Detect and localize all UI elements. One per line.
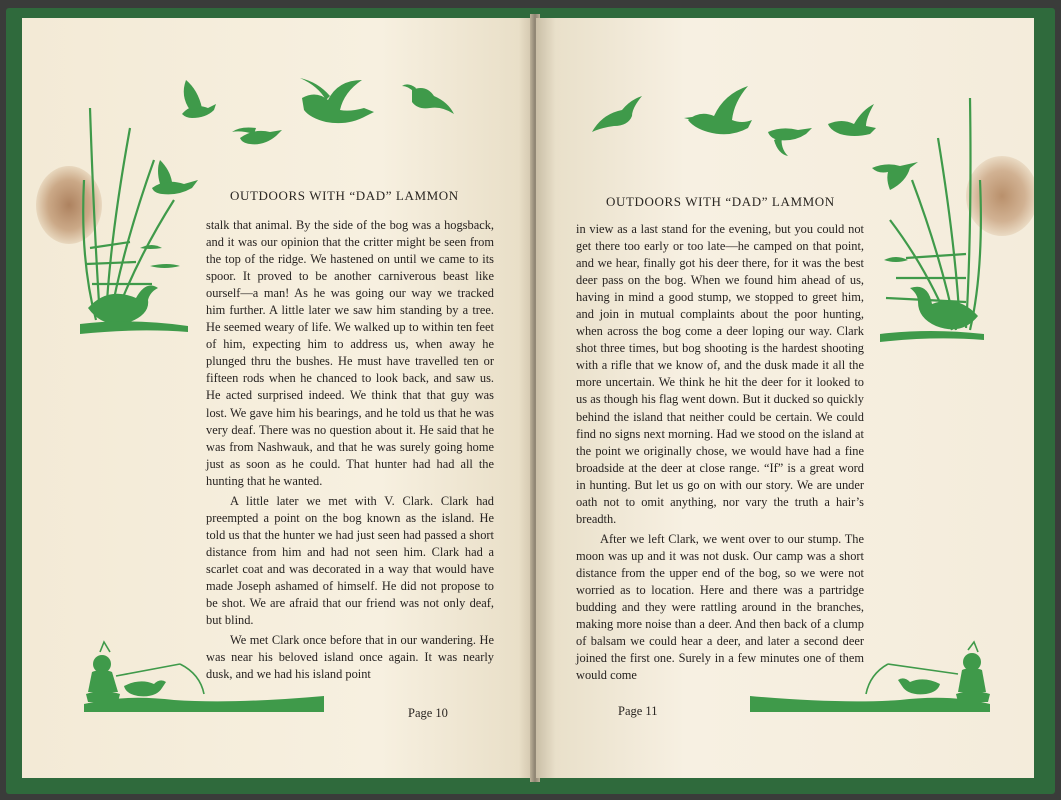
running-head: OUTDOORS WITH “DAD” LAMMON	[230, 188, 459, 203]
paragraph: We met Clark once before that in our wandering. He was near his beloved island once again. It was nearly dusk, and we had his island point	[206, 633, 494, 682]
left-page	[22, 18, 534, 778]
paragraph: in view as a last stand for the evening, but you could not get there too early or too late—he camped on that point, and we hear, finally got his deer there, for it was the best deer pass on the bog. When we found him ahead of us, having in mind a good stump, we stopped to greet him, and join in mutual complaints about the poor hunting, when across the bog come a deer loping our way. Clark shot three times, but bog shooting is the hardest shooting with a rifle that we know of, and the dusk made it all the more uncertain. We think he hit the deer for it looked to us as though his flag went down. But it ducked so quickly behind the island that neither could be certain. We could find no signs next morning. Had we stood on the island at the point we originally chose, we would have had a fine broadside at the deer at close range. “If” is a great word in hunting. But let us go on with our story. We are under oath not to omit anything, nor vary the truth a hair’s breadth.	[576, 222, 864, 526]
paragraph: stalk that animal. By the side of the bog was a hogsback, and it was our opinion that the critter might be seen from the top of the ridge. We hastened on until we came to its spoor. It proved to be another carniverous beast like ourself—a man! As he was going our way we tracked him further. A little later we saw him standing by a tree. He seemed weary of life. We walked up to within ten feet of him, expecting him to address us, when away he plunged thru the bushes. He must have travelled ten or fifteen rods when he chanced to look back, and saw us. He acted surprised indeed. We think that that guy was lost. We gave him his bearings, and he told us that he was very deaf. There was no question about it. He said that he was from Nashwauk, and that he was surely going home just as soon as he could. That hunter had had all the hunting that he wanted.	[206, 218, 494, 488]
page-number: Page 10	[408, 706, 448, 720]
paragraph: A little later we met with V. Clark. Clark had preempted a point on the bog known as the island. He told us that the hunter we had just seen had passed a short distance from him and had not seen him. Clark had a scarlet coat and was decorated in a way that would have made Joseph ashamed of himself. He did not propose to be shot. We are afraid that our friend was not only deaf, but blind.	[206, 493, 494, 628]
hunter-with-dog-illustration	[744, 642, 994, 714]
marsh-reeds-duck-illustration	[80, 88, 190, 338]
hunter-with-dog-illustration	[80, 642, 330, 714]
page-number: Page 11	[618, 704, 658, 718]
running-head: OUTDOORS WITH “DAD” LAMMON	[606, 194, 835, 209]
right-page	[536, 18, 1034, 778]
paragraph: After we left Clark, we went over to our stump. The moon was up and it was not dusk. Our camp was a short distance from the upper end of the bog, so we were not worried as to location. Here and there was a partridge budding and they were rattling around in the branches, making more noise than a deer. And then back of a clump of balsam we could hear a deer, and later a second deer joined the first one. Surely in a few minutes one of them would come	[576, 531, 864, 683]
marsh-reeds-duck-illustration	[876, 88, 986, 348]
body-text	[576, 221, 864, 684]
body-text	[206, 217, 494, 683]
